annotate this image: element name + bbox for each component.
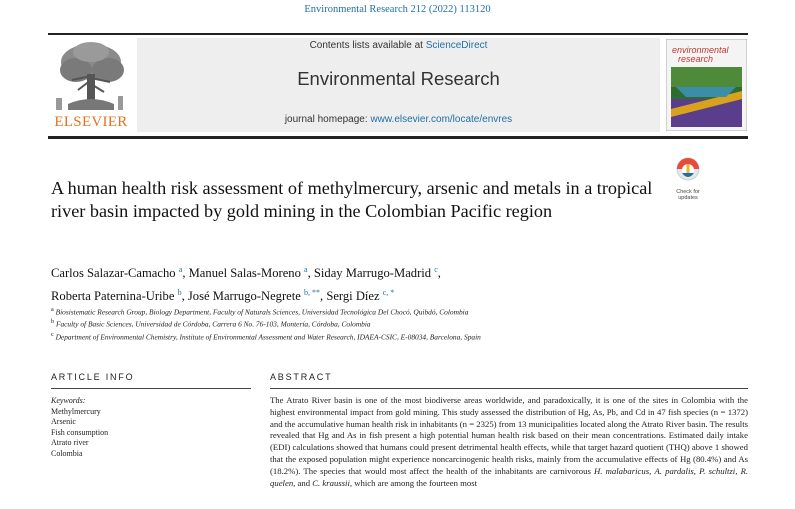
article-info-heading: ARTICLE INFO: [51, 372, 135, 382]
affiliation-text: Biosistematic Research Group, Biology Department, Faculty of Naturals Sciences, Universidad Tecnológica Del Chocó, Quibdó, Colombia: [55, 307, 469, 317]
keyword-item: Atrato river: [51, 438, 89, 447]
author-name[interactable]: Siday Marrugo-Madrid: [313, 266, 432, 281]
species-name: R. quelen: [270, 465, 749, 488]
crossmark-line1: Check for: [676, 189, 700, 195]
author-affil-mark[interactable]: c, *: [382, 288, 395, 298]
species-name: C. kraussii: [312, 477, 350, 488]
publisher-logo-text: ELSEVIER: [54, 114, 128, 130]
citation-link[interactable]: Environmental Research 212 (2022) 113120: [304, 4, 491, 15]
abstract-text: [270, 395, 748, 489]
homepage-line: [137, 114, 660, 125]
affiliation-list: [51, 305, 751, 342]
abstract-sep: , and: [293, 477, 313, 488]
keywords-block: [51, 396, 251, 459]
header-top-rule: [48, 33, 748, 35]
affiliation-text: Faculty of Basic Sciences, Universidad de Córdoba, Carrera 6 No. 76-103, Montería, Córdoba, Colombia: [55, 319, 371, 329]
author-affil-mark[interactable]: a: [304, 265, 308, 274]
abstract-sep: ,: [649, 465, 655, 476]
keyword-item: Colombia: [51, 448, 83, 458]
species-name: P. schultzi: [699, 465, 736, 476]
keyword-item: Fish consumption: [51, 427, 109, 437]
cover-title-line1: environmental: [672, 45, 729, 55]
author-name[interactable]: Sergi Díez: [326, 289, 380, 304]
homepage-prefix: journal homepage:: [284, 114, 371, 125]
header-bottom-rule: [48, 136, 748, 139]
journal-name: Environmental Research: [297, 68, 500, 89]
affiliation-mark: c: [51, 331, 54, 338]
crossmark-line2: updates: [678, 195, 698, 201]
article-title: A human health risk assessment of methylmercury, arsenic and metals in a tropical river basin impacted by gold mining in the Colombian Pacific region: [51, 178, 653, 221]
abstract-rule: [270, 388, 748, 389]
affiliation-item: [51, 317, 751, 329]
species-name: H. malabaricus: [594, 465, 650, 476]
author-name[interactable]: Roberta Paternina-Uribe: [51, 289, 175, 304]
sciencedirect-link[interactable]: ScienceDirect: [425, 40, 488, 51]
homepage-link[interactable]: www.elsevier.com/locate/envres: [370, 114, 513, 125]
author-name[interactable]: José Marrugo-Negrete: [187, 289, 301, 304]
author-list: Carlos Salazar-Camacho $^a$, Manuel Salas-Moreno $^a$, Siday Marrugo-Madrid $^c$, Roberta Paternina-Uribe $^b$, José Marrugo-Negrete $^{b, **}$, Sergi Díez $^{c, *}$: [51, 265, 441, 304]
affiliation-item: [51, 330, 751, 342]
author-affil-mark[interactable]: a: [178, 265, 183, 274]
author-affil-mark[interactable]: c: [434, 265, 438, 274]
affiliation-item: [51, 305, 751, 317]
author-name[interactable]: Manuel Salas-Moreno: [188, 266, 301, 281]
cover-title-line2: research: [678, 54, 714, 64]
affiliation-text: Department of Environmental Chemistry, Institute of Environmental Assessment and Water Research, IDAEA-CSIC, E-08034, Barcelona, Spain: [55, 332, 481, 342]
species-name: A. pardalis: [654, 465, 694, 476]
check-for-updates-button[interactable]: [668, 156, 708, 201]
article-info-rule: [51, 388, 251, 389]
author-affil-mark[interactable]: b: [177, 288, 182, 298]
abstract-heading: ABSTRACT: [270, 372, 333, 382]
keyword-item: Methylmercury: [51, 406, 101, 416]
affiliation-mark: b: [51, 319, 55, 326]
contents-line: [137, 40, 660, 51]
keyword-item: Arsenic: [51, 417, 76, 426]
author-name[interactable]: Carlos Salazar-Camacho: [51, 266, 176, 281]
abstract-body: The Atrato River basin is one of the most biodiverse areas worldwide, and paradoxically, it is one of the sites in Colombia with the highest environmental impact from gold mining. This study assessed the distribution of Hg, As, Pb, and Cd in 47 fish species (n = 1372) and the accumulative human health risk in inhabitants (n = 2325) from 13 municipalities located along the Atrato River basin. The results revealed that Hg and As in fish present a high potential human health risk based on their mean concentrations. Estimated daily intake (EDI) calculations showed that humans could present detrimental health effects, while that target hazard quotient (THQ) above 1 showed that the exposed population might experience noncarcinogenic health risks, mainly from the accumulative effects of Hg (80.4%) and As (18.2%). The species that would most affect the health of the inhabitants are carnivorous: [270, 395, 748, 476]
crossmark-icon: [668, 156, 708, 184]
abstract-body-end: , which are among the fourteen most: [349, 477, 478, 488]
journal-cover-image[interactable]: [666, 39, 747, 131]
keywords-label: Keywords:: [51, 396, 86, 405]
affiliation-mark: a: [51, 307, 54, 313]
abstract-sep: ,: [735, 465, 741, 476]
abstract-sep: ,: [693, 465, 700, 476]
contents-prefix: Contents lists available at: [309, 40, 426, 51]
journal-citation[interactable]: [0, 4, 795, 15]
author-affil-mark[interactable]: b, **: [304, 288, 321, 298]
